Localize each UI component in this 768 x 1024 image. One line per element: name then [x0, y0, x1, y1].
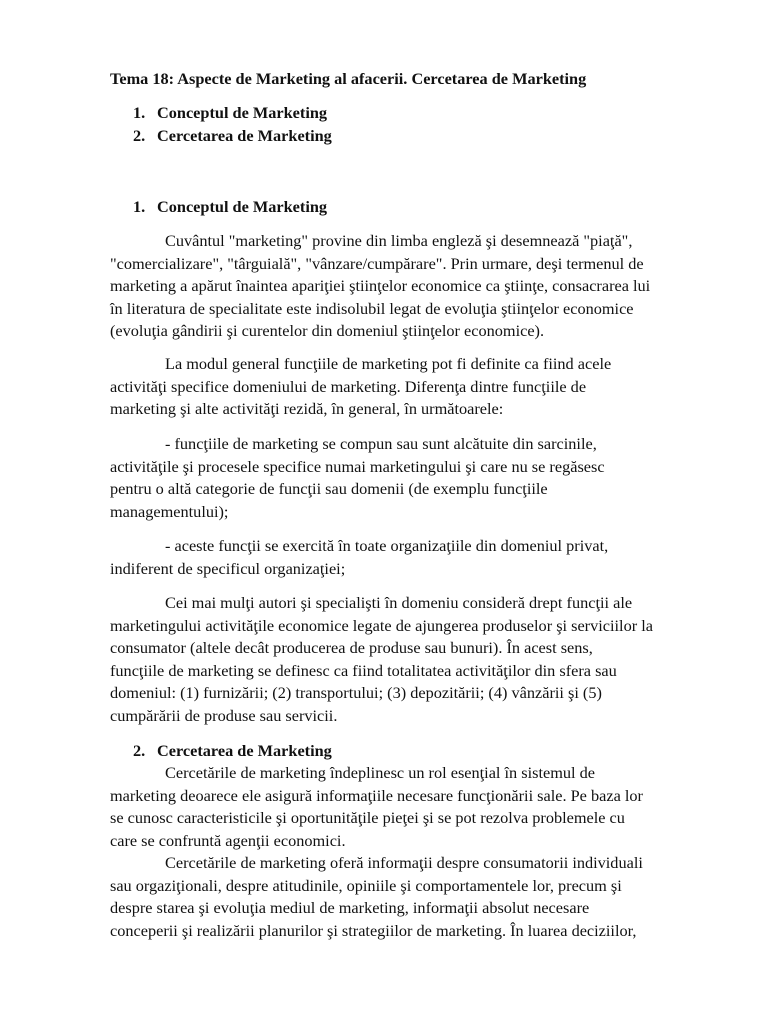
document-title: Tema 18: Aspecte de Marketing al afacerii. Cercetarea de Marketing — [110, 69, 587, 88]
paragraph — [110, 852, 716, 942]
text-line: care se confruntă agenţii economici. — [110, 830, 346, 850]
text-line: funcţiile de marketing se definesc ca fiind totalitatea activităţilor din sfera sau — [110, 660, 617, 680]
text-line: consumator (altele decât producerea de produse sau bunuri). În acest sens, — [110, 638, 593, 658]
text-line: marketing deoarece ele asigură informaţiile necesare funcţionării sale. Pe baza lor — [110, 785, 643, 805]
text-line: pentru o altă categorie de funcţii sau domenii (de exemplu funcţiile — [110, 479, 548, 499]
text-line: - aceste funcţii se exercită în toate organizaţiile din domeniul privat, — [165, 536, 609, 555]
toc-item-number: 1. — [133, 103, 146, 122]
toc-item-number: 2. — [133, 126, 146, 145]
section-heading — [133, 196, 327, 219]
section-number: 2. — [133, 741, 146, 760]
toc-item-label: Cercetarea de Marketing — [157, 126, 332, 145]
text-line: domeniul: (1) furnizării; (2) transportului; (3) depozitării; (4) vânzării şi (5) — [110, 683, 602, 703]
toc-item-label: Conceptul de Marketing — [157, 103, 328, 122]
text-line: marketing şi alte activităţi rezidă, în general, în următoarele: — [110, 399, 504, 419]
section-number: 1. — [133, 197, 146, 216]
text-line: indiferent de specificul organizaţiei; — [110, 558, 346, 578]
section-title: Conceptul de Marketing — [157, 197, 328, 216]
text-line: cumpărării de produse sau servicii. — [110, 705, 338, 725]
paragraph — [110, 592, 716, 728]
text-line: managementului); — [110, 501, 229, 521]
section-heading — [133, 740, 332, 763]
text-line: sau orgaziţionali, despre atitudinile, opiniile şi comportamentele lor, precum şi — [110, 875, 622, 895]
text-line: Cercetările de marketing îndeplinesc un rol esenţial în sistemul de — [165, 763, 595, 782]
text-line: Cei mai mulţi autori şi specialişti în domeniu consideră drept funcţii ale — [165, 593, 633, 612]
paragraph — [110, 433, 716, 523]
text-line: se cunosc caracteristicile şi oportunităţile pieţei şi se pot rezolva problemele cu — [110, 808, 625, 828]
text-line: "comercializare", "târguială", "vânzare/cumpărare". Prin urmare, deşi termenul de — [110, 253, 644, 273]
text-line: Cuvântul "marketing" provine din limba engleză şi desemnează "piaţă", — [165, 231, 633, 250]
text-line: - funcţiile de marketing se compun sau sunt alcătuite din sarcinile, — [165, 434, 597, 453]
text-line: activităţi specifice domeniului de marketing. Diferenţa dintre funcţiile de — [110, 376, 587, 396]
text-line: activităţile şi procesele specifice numai marketingului şi care nu se regăsesc — [110, 456, 605, 476]
toc-item — [133, 102, 327, 125]
text-line: (evoluţia gândirii şi curentelor din domeniul ştiinţelor economice). — [110, 321, 545, 341]
text-line: conceperii şi realizării planurilor şi strategiilor de marketing. În luarea deciziilor, — [110, 920, 637, 940]
text-line: La modul general funcţiile de marketing pot fi definite ca fiind acele — [165, 354, 612, 373]
paragraph — [110, 535, 716, 580]
paragraph — [110, 353, 716, 421]
text-line: marketing a apărut înaintea apariţiei ştiinţelor economice ca ştiinţe, consacrarea lui — [110, 276, 651, 296]
text-line: marketingului activităţile economice legate de ajungerea produselor şi serviciilor la — [110, 615, 653, 635]
toc-item — [133, 125, 332, 148]
text-line: despre starea şi evoluţia mediul de marketing, informaţii absolut necesare — [110, 898, 590, 918]
paragraph — [110, 230, 716, 343]
paragraph — [110, 762, 716, 852]
section-title: Cercetarea de Marketing — [157, 741, 332, 760]
text-line: în literatura de specialitate este indisolubil legat de evoluţia ştiinţelor economice — [110, 298, 634, 318]
text-line: Cercetările de marketing oferă informaţii despre consumatorii individuali — [165, 853, 643, 872]
